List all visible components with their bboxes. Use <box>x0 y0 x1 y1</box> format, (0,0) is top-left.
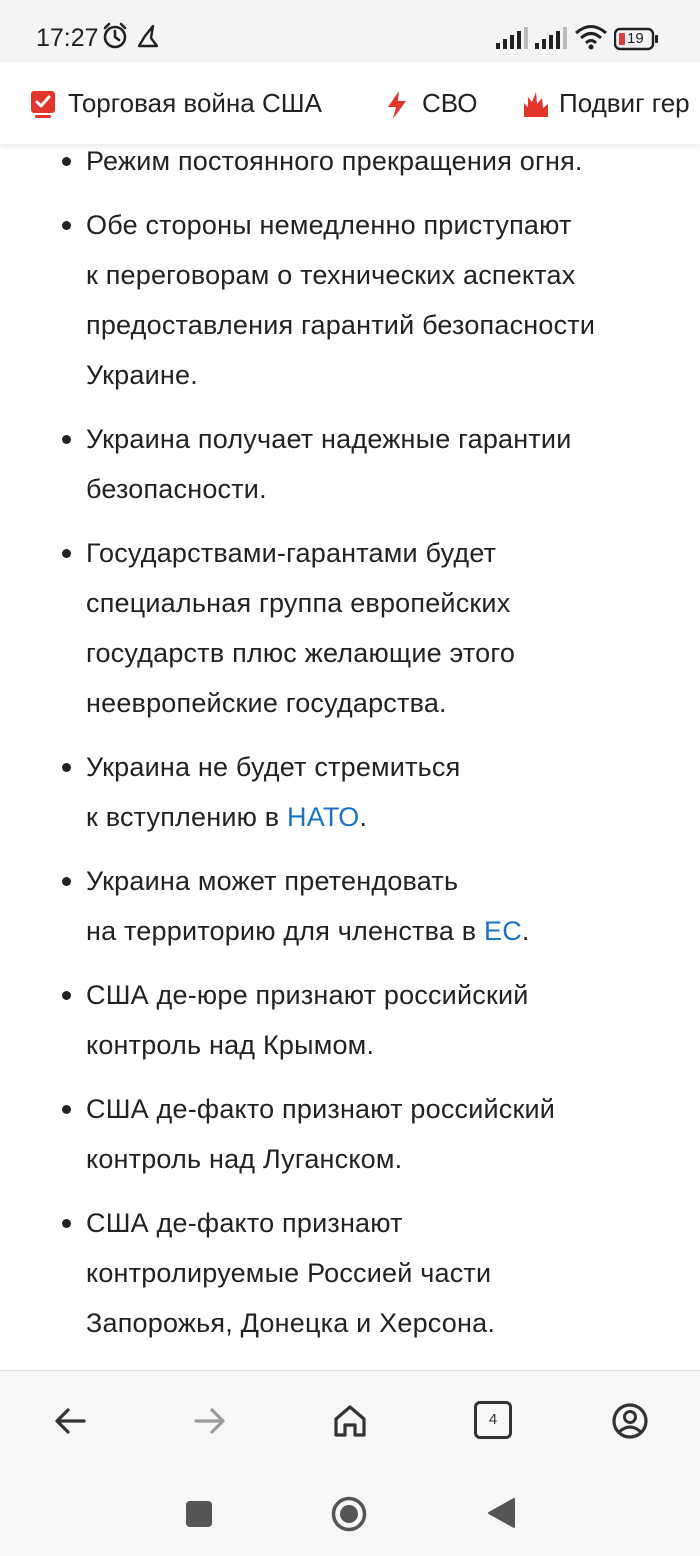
topics-strip[interactable] <box>0 62 700 144</box>
bullet-line: предоставления гарантий безопасности <box>86 310 596 340</box>
bullet-text: к вступлению в <box>86 802 288 832</box>
bullet-dot <box>62 435 71 444</box>
bullet-dot <box>62 221 71 230</box>
bullet-text: на территорию для членства в <box>86 916 484 946</box>
topic-label: Торговая война США <box>68 87 322 118</box>
status-bar <box>0 0 700 62</box>
bullet-line: Обе стороны немедленно приступают <box>86 210 572 240</box>
topic-svo[interactable] <box>384 62 477 144</box>
bullet-line: Украина может претендовать <box>86 866 459 896</box>
signal-icon <box>535 26 567 55</box>
bullet-line: неевропейские государства. <box>86 688 447 718</box>
topic-trade-war[interactable] <box>30 62 322 144</box>
back-triangle-icon[interactable] <box>486 1497 516 1534</box>
tabs-icon[interactable]: 4 <box>474 1401 512 1439</box>
bullet-line: специальная группа европейских <box>86 588 511 618</box>
bullet-dot <box>62 549 71 558</box>
nato-link[interactable]: НАТО <box>287 802 360 832</box>
recent-apps-icon[interactable] <box>185 1500 213 1533</box>
bullet-dot <box>62 877 71 886</box>
bullet-line: контроль над Луганском. <box>86 1144 403 1174</box>
bullet-line: к переговорам о технических аспектах <box>86 260 576 290</box>
bullet-line: Режим постоянного прекращения огня. <box>86 146 583 176</box>
android-nav-bar <box>0 1470 700 1556</box>
list-item <box>86 970 676 1070</box>
topic-label: Подвиг гер <box>559 87 690 118</box>
bullet-text: . <box>359 802 368 832</box>
wifi-icon <box>574 24 608 55</box>
bullet-text: . <box>521 916 530 946</box>
list-item <box>86 144 676 186</box>
list-item <box>86 528 676 728</box>
bullet-line: Украина получает надежные гарантии <box>86 424 572 454</box>
bullet-line: США де-юре признают российский <box>86 980 529 1010</box>
battery-level: 19 <box>627 30 644 47</box>
bullet-line: Запорожья, Донецка и Херсона. <box>86 1308 496 1338</box>
topic-label: СВО <box>422 87 478 118</box>
eu-link[interactable]: ЕС <box>484 916 522 946</box>
list-item <box>86 1198 676 1348</box>
bullet-line: государств плюс желающие этого <box>86 638 516 668</box>
article-body <box>0 144 700 1370</box>
bullet-line: безопасности. <box>86 474 267 504</box>
status-time: 17:27 <box>36 24 99 52</box>
bullet-line: Украине. <box>86 360 198 390</box>
lightning-icon <box>384 90 410 116</box>
forward-arrow-icon[interactable] <box>190 1401 230 1441</box>
bullet-dot <box>62 991 71 1000</box>
flame-icon <box>521 90 547 116</box>
bullet-line: контролируемые Россией части <box>86 1258 492 1288</box>
bullet-line: контроль над Крымом. <box>86 1030 375 1060</box>
bullet-dot <box>62 763 71 772</box>
list-item <box>86 414 676 514</box>
profile-icon[interactable] <box>610 1401 650 1441</box>
bullet-dot <box>62 157 71 166</box>
list-item <box>86 742 676 842</box>
bullet-line: США де-факто признают российский <box>86 1094 556 1124</box>
topic-heroism[interactable] <box>521 62 690 144</box>
list-item <box>86 1084 676 1184</box>
list-item <box>86 200 676 400</box>
signal-icon <box>496 26 528 55</box>
bullet-line: Украина не будет стремиться <box>86 752 461 782</box>
bullet-line: Государствами-гарантами будет <box>86 538 497 568</box>
bullet-line: США де-факто признают <box>86 1208 403 1238</box>
home-icon[interactable] <box>330 1401 370 1441</box>
bullet-dot <box>62 1105 71 1114</box>
bullet-line <box>86 792 676 842</box>
bullet-dot <box>62 1219 71 1228</box>
browser-bottom-nav <box>0 1370 700 1471</box>
list-item <box>86 856 676 956</box>
checkbox-tv-icon <box>30 90 56 116</box>
back-arrow-icon[interactable] <box>50 1401 90 1441</box>
notification-icon <box>135 22 161 55</box>
home-circle-icon[interactable] <box>331 1496 367 1537</box>
bullet-line <box>86 906 676 956</box>
alarm-icon <box>101 22 129 55</box>
